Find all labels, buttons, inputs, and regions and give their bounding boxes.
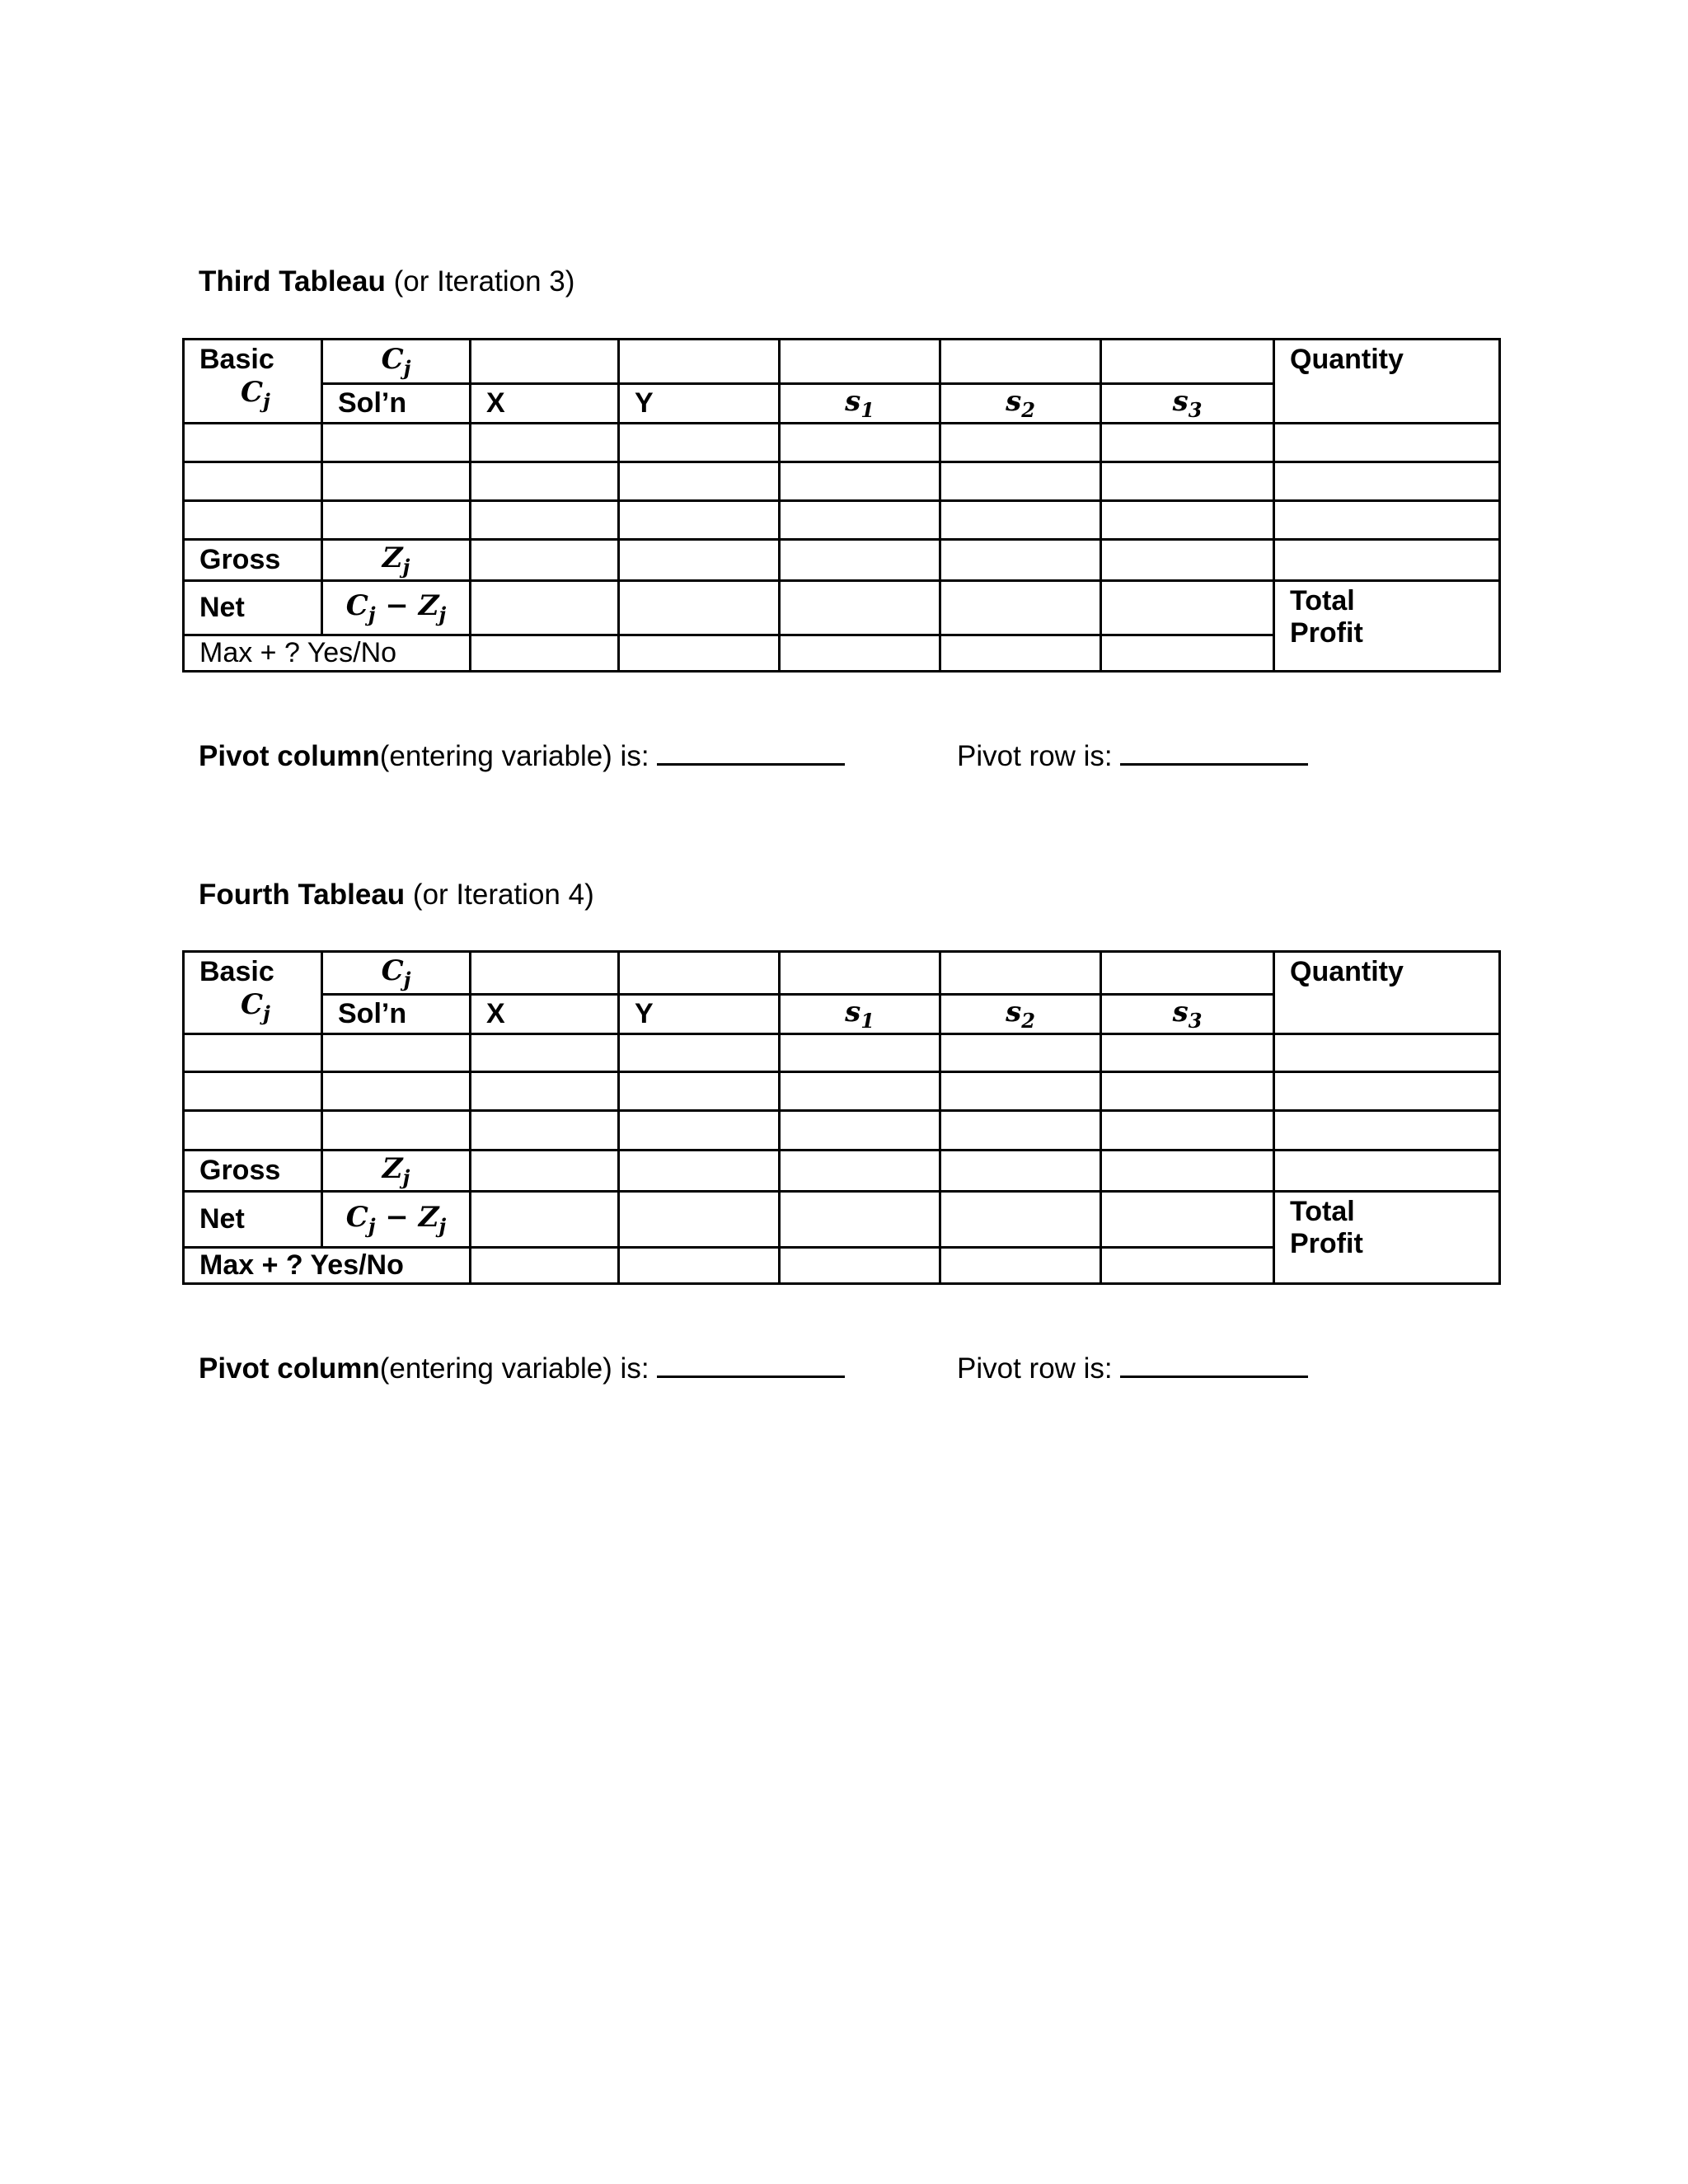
cell[interactable]	[940, 500, 1101, 539]
cell[interactable]	[619, 580, 780, 635]
cell[interactable]	[471, 635, 619, 671]
pivot-column-bold: Pivot column	[199, 740, 380, 772]
cell[interactable]	[184, 423, 322, 462]
cell[interactable]	[619, 952, 780, 995]
cell[interactable]	[1101, 1033, 1274, 1071]
cell[interactable]	[940, 1033, 1101, 1071]
cell[interactable]	[780, 500, 940, 539]
total-profit-label	[1274, 580, 1500, 671]
cell[interactable]	[619, 1110, 780, 1150]
total-label: Total	[1290, 584, 1355, 616]
basic-label: Basic	[199, 344, 274, 375]
cell[interactable]	[1101, 500, 1274, 539]
total-profit-label	[1274, 1191, 1500, 1283]
basic-cj-header	[184, 952, 322, 1034]
table-row	[184, 500, 1500, 539]
cell[interactable]	[471, 1150, 619, 1191]
cj-minus-zj-label: $C_j - Z_j$	[322, 580, 471, 635]
col-y-header: Y	[619, 384, 780, 424]
cell[interactable]	[1101, 1150, 1274, 1191]
col-x-header: X	[471, 384, 619, 424]
cell[interactable]	[471, 1110, 619, 1150]
cell[interactable]	[184, 462, 322, 500]
s3-header: $s_3$	[1101, 384, 1274, 424]
cell[interactable]	[184, 500, 322, 539]
cell[interactable]	[940, 952, 1101, 995]
third-tableau-title	[199, 265, 574, 298]
s2-header: $s_2$	[940, 995, 1101, 1034]
cell[interactable]	[322, 500, 471, 539]
cell[interactable]	[1101, 1247, 1274, 1283]
s3-header: $s_3$	[1101, 995, 1274, 1034]
cell[interactable]	[471, 462, 619, 500]
cell[interactable]	[619, 1191, 780, 1247]
cell[interactable]	[184, 1071, 322, 1110]
cell[interactable]	[471, 423, 619, 462]
basic-label: Basic	[199, 956, 274, 987]
cell[interactable]	[1274, 539, 1500, 580]
cell[interactable]	[780, 580, 940, 635]
profit-label: Profit	[1290, 1227, 1363, 1259]
cell[interactable]	[940, 539, 1101, 580]
pivot-column-rest: (entering variable) is:	[379, 1352, 649, 1385]
fourth-tableau-table	[182, 950, 1501, 1285]
table-row	[184, 1033, 1500, 1071]
cell[interactable]	[471, 1247, 619, 1283]
cell[interactable]	[940, 1247, 1101, 1283]
cell[interactable]	[619, 539, 780, 580]
third-tableau-table	[182, 338, 1501, 673]
cell[interactable]	[471, 1071, 619, 1110]
net-label: Net	[184, 580, 322, 635]
cell[interactable]	[1274, 1110, 1500, 1150]
cell[interactable]	[940, 423, 1101, 462]
cell[interactable]	[1101, 1191, 1274, 1247]
cell[interactable]	[1274, 1033, 1500, 1071]
cell[interactable]	[619, 462, 780, 500]
cj-header: $C_j$	[322, 952, 471, 995]
cell[interactable]	[471, 500, 619, 539]
cell[interactable]	[780, 635, 940, 671]
cell[interactable]	[940, 1071, 1101, 1110]
net-label: Net	[184, 1191, 322, 1247]
pivot-column-bold: Pivot column	[199, 1352, 380, 1385]
cell[interactable]	[471, 580, 619, 635]
cell[interactable]	[1274, 500, 1500, 539]
third-tableau-title-rest: (or Iteration 3)	[385, 265, 575, 298]
cell[interactable]	[780, 340, 940, 384]
cell[interactable]	[619, 1071, 780, 1110]
cj-symbol: $C_j$	[241, 376, 270, 413]
cell[interactable]	[322, 423, 471, 462]
pivot-row-blank[interactable]	[1120, 1352, 1308, 1378]
table-row	[184, 1110, 1500, 1150]
cell[interactable]	[1274, 1071, 1500, 1110]
cell[interactable]	[619, 1247, 780, 1283]
cell[interactable]	[184, 1110, 322, 1150]
cell[interactable]	[940, 635, 1101, 671]
cj-minus-zj-label: $C_j - Z_j$	[322, 1191, 471, 1247]
cell[interactable]	[471, 340, 619, 384]
cell[interactable]	[471, 952, 619, 995]
zj-label: $Z_j$	[322, 1150, 471, 1191]
cell[interactable]	[940, 340, 1101, 384]
cell[interactable]	[780, 539, 940, 580]
cell[interactable]	[1101, 1110, 1274, 1150]
fourth-pivot-line	[199, 1352, 1353, 1385]
cell[interactable]	[1101, 462, 1274, 500]
cell[interactable]	[940, 462, 1101, 500]
cell[interactable]	[1101, 635, 1274, 671]
cell[interactable]	[471, 1191, 619, 1247]
soln-header: Sol’n	[322, 995, 471, 1034]
cell[interactable]	[1101, 340, 1274, 384]
cell[interactable]	[780, 462, 940, 500]
cell[interactable]	[780, 1033, 940, 1071]
cell[interactable]	[619, 500, 780, 539]
table-row	[184, 1071, 1500, 1110]
col-x-header: X	[471, 995, 619, 1034]
cell[interactable]	[780, 1247, 940, 1283]
col-y-header: Y	[619, 995, 780, 1034]
cell[interactable]	[940, 1110, 1101, 1150]
cell[interactable]	[1274, 462, 1500, 500]
cell[interactable]	[780, 952, 940, 995]
s1-header: $s_1$	[780, 995, 940, 1034]
quantity-header: Quantity	[1274, 340, 1500, 424]
cell[interactable]	[1274, 423, 1500, 462]
cell[interactable]	[619, 423, 780, 462]
cell[interactable]	[619, 1033, 780, 1071]
pivot-column-blank[interactable]	[657, 1352, 845, 1378]
cell[interactable]	[780, 423, 940, 462]
pivot-row-blank[interactable]	[1120, 740, 1308, 766]
s2-header: $s_2$	[940, 384, 1101, 424]
fourth-tableau-title-rest: (or Iteration 4)	[405, 879, 594, 911]
basic-cj-header	[184, 340, 322, 424]
max-yes-no-label: Max + ? Yes/No	[184, 635, 471, 671]
gross-label: Gross	[184, 1150, 322, 1191]
cell[interactable]	[322, 1110, 471, 1150]
cell[interactable]	[780, 1191, 940, 1247]
pivot-row-group	[957, 1352, 1308, 1385]
cell[interactable]	[940, 1191, 1101, 1247]
quantity-header: Quantity	[1274, 952, 1500, 1034]
zj-label: $Z_j$	[322, 539, 471, 580]
pivot-row-label: Pivot row is:	[957, 740, 1113, 772]
cell[interactable]	[780, 1150, 940, 1191]
cell[interactable]	[940, 580, 1101, 635]
cell[interactable]	[619, 1150, 780, 1191]
cell[interactable]	[619, 340, 780, 384]
pivot-column-rest: (entering variable) is:	[379, 740, 649, 772]
max-yes-no-label: Max + ? Yes/No	[184, 1247, 471, 1283]
fourth-tableau-title-bold: Fourth Tableau	[199, 879, 406, 911]
cell[interactable]	[780, 1110, 940, 1150]
table-row	[184, 462, 1500, 500]
cell[interactable]	[1101, 580, 1274, 635]
cell[interactable]	[471, 1033, 619, 1071]
cell[interactable]	[1101, 952, 1274, 995]
pivot-row-group	[957, 740, 1308, 773]
cell[interactable]	[322, 1071, 471, 1110]
cell[interactable]	[940, 1150, 1101, 1191]
cell[interactable]	[1101, 1071, 1274, 1110]
cj-header: $C_j$	[322, 340, 471, 384]
pivot-row-label: Pivot row is:	[957, 1352, 1113, 1385]
total-label: Total	[1290, 1195, 1355, 1227]
fourth-tableau-title	[199, 879, 594, 912]
profit-label: Profit	[1290, 616, 1363, 649]
pivot-column-blank[interactable]	[657, 740, 845, 766]
cell[interactable]	[780, 1071, 940, 1110]
cell[interactable]	[322, 462, 471, 500]
cell[interactable]	[1101, 539, 1274, 580]
cell[interactable]	[184, 1033, 322, 1071]
soln-header: Sol’n	[322, 384, 471, 424]
cj-symbol: $C_j$	[241, 988, 270, 1025]
third-pivot-line	[199, 740, 1353, 773]
cell[interactable]	[1274, 1150, 1500, 1191]
cell[interactable]	[619, 635, 780, 671]
third-tableau-title-bold: Third Tableau	[199, 265, 386, 298]
cell[interactable]	[471, 539, 619, 580]
gross-label: Gross	[184, 539, 322, 580]
s1-header: $s_1$	[780, 384, 940, 424]
cell[interactable]	[322, 1033, 471, 1071]
cell[interactable]	[1101, 423, 1274, 462]
table-row	[184, 423, 1500, 462]
